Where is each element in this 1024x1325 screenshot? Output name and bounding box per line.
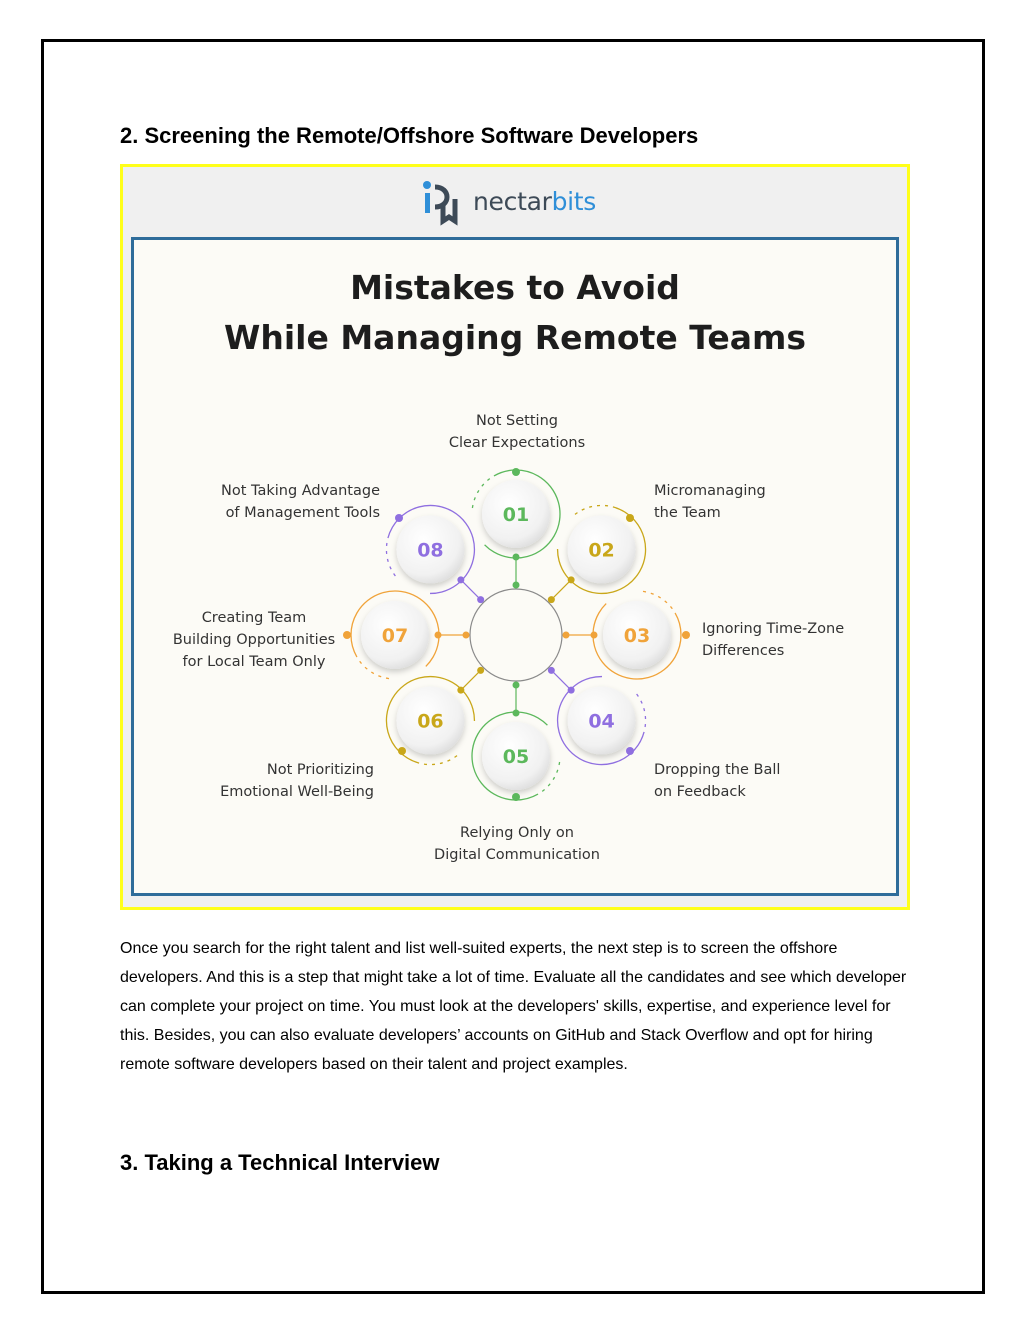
section-heading: 2. Screening the Remote/Offshore Software Developers <box>120 123 699 148</box>
item-number: 07 <box>381 625 409 647</box>
item-number: 08 <box>417 539 444 562</box>
item-number: 01 <box>502 504 530 526</box>
connector-dot <box>513 682 520 689</box>
nectarbits-logo-icon <box>421 177 469 227</box>
connector-dot <box>477 596 484 603</box>
body-paragraph: Once you search for the right talent and list well-suited experts, the next step is to screen the offshore developers. And this is a step that might take a lot of time. Evaluate all the candidates and see which developer can complete your project on time. You must look at the developers' skills, expertise, and experience level for this. Besides, you can also evaluate developers’ accounts on GitHub and Stack Overflow and opt for hiring remote software developers based on their talent and project examples. <box>120 940 907 1073</box>
label-05: Relying Only on Digital Communication <box>434 825 600 863</box>
brand-part-1: nectar <box>473 187 552 216</box>
item-number: 05 <box>502 746 530 768</box>
infographic <box>120 164 910 910</box>
item-number: 03 <box>623 625 651 647</box>
pointer-dot <box>343 631 351 639</box>
brand-part-2: bits <box>551 187 597 216</box>
connector-dot <box>563 632 570 639</box>
infographic-title-line-2: While Managing Remote Teams <box>223 318 807 357</box>
connector-dot <box>548 667 555 674</box>
pointer-dot <box>512 468 520 476</box>
item-number: 06 <box>417 710 444 733</box>
connector-dot <box>513 554 520 561</box>
label-01: Not Setting Clear Expectations <box>448 413 586 451</box>
label-04: Dropping the Ball on Feedback <box>654 762 781 800</box>
connector-line <box>461 580 481 600</box>
pointer-dot <box>398 747 406 755</box>
connector-dot <box>513 710 520 717</box>
pointer-dot <box>626 747 634 755</box>
center-ring <box>470 589 562 681</box>
connector-dot <box>477 667 484 674</box>
label-02: Micromanaging the Team <box>654 483 766 521</box>
label-03: Ignoring Time-Zone Differences <box>702 621 845 659</box>
item-number: 04 <box>588 710 615 733</box>
label-06: Not Prioritizing Emotional Well-Being <box>220 762 374 800</box>
connector-dot <box>463 632 470 639</box>
connector-line <box>551 580 571 600</box>
pointer-dot <box>682 631 690 639</box>
section-heading: 3. Taking a Technical Interview <box>120 1150 440 1175</box>
connector-line <box>551 670 571 690</box>
connector-dot <box>513 582 520 589</box>
infographic-title-line-1: Mistakes to Avoid <box>350 268 680 307</box>
brand-wordmark <box>473 187 596 216</box>
connector-dot <box>591 632 598 639</box>
pointer-dot <box>626 514 634 522</box>
brand-logo <box>421 177 611 227</box>
label-07: Creating Team Building Opportunities for Local Team Only <box>172 610 336 670</box>
connector-dot <box>435 632 442 639</box>
connector-dot <box>548 596 555 603</box>
connector-line <box>461 670 481 690</box>
infographic-card <box>131 237 899 896</box>
pointer-dot <box>395 514 403 522</box>
label-08: Not Taking Advantage of Management Tools <box>220 483 380 521</box>
pointer-dot <box>512 793 520 801</box>
item-number: 02 <box>588 539 615 562</box>
